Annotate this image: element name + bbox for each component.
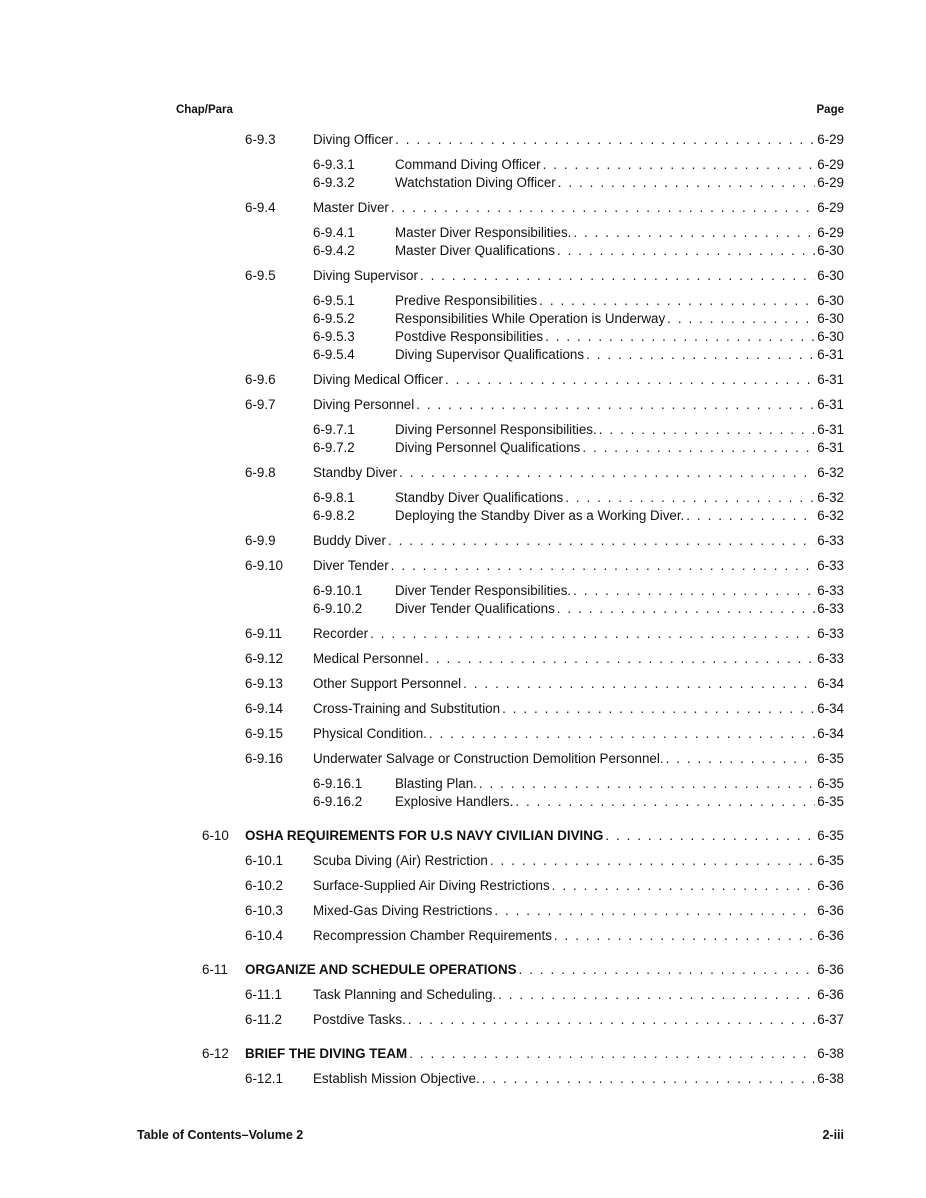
- toc-entry-number: 6-9.16.1: [313, 776, 363, 791]
- toc-entry-title: Diver Tender: [313, 558, 389, 573]
- dot-leader: [416, 396, 815, 414]
- toc-entry-number: 6-9.6: [245, 372, 276, 387]
- toc-entry-title: Master Diver Qualifications: [395, 243, 555, 258]
- toc-entry-number: 6-9.9: [245, 533, 276, 548]
- toc-entry: [0, 156, 926, 174]
- toc-entry-page: 6-36: [817, 987, 844, 1002]
- toc-entry-title: Diving Personnel Qualifications: [395, 440, 581, 455]
- toc-entry-number: 6-10: [202, 828, 229, 843]
- column-header-chap-para: Chap/Para: [176, 104, 233, 116]
- toc-entry-title: Diving Personnel Responsibilities.: [395, 422, 597, 437]
- toc-entry: [0, 292, 926, 310]
- toc-entry-title: Watchstation Diving Officer: [395, 175, 556, 190]
- toc-entry: [0, 927, 926, 945]
- toc-entry: [0, 700, 926, 718]
- toc-entry: [0, 557, 926, 575]
- toc-entry-page: 6-33: [817, 558, 844, 573]
- dot-leader: [558, 174, 815, 192]
- dot-leader: [557, 600, 815, 618]
- toc-entry-title: Standby Diver Qualifications: [395, 490, 564, 505]
- dot-leader: [552, 877, 816, 895]
- toc-entry-number: 6-9.8: [245, 465, 276, 480]
- dot-leader: [565, 489, 815, 507]
- dot-leader: [557, 242, 815, 260]
- dot-leader: [498, 986, 815, 1004]
- toc-entry-number: 6-9.10.2: [313, 601, 363, 616]
- toc-entry-number: 6-9.12: [245, 651, 283, 666]
- toc-entry-title: Postdive Responsibilities: [395, 329, 544, 344]
- toc-entry-title: Diving Medical Officer: [313, 372, 443, 387]
- toc-entry-page: 6-34: [817, 726, 844, 741]
- dot-leader: [582, 439, 815, 457]
- toc-entry-number: 6-11: [202, 962, 228, 977]
- dot-leader: [391, 199, 815, 217]
- toc-entry-title: Diving Personnel: [313, 397, 415, 412]
- page-number: 2-iii: [822, 1128, 844, 1142]
- toc-entry-title: Diver Tender Responsibilities.: [395, 583, 572, 598]
- toc-entry-title: Establish Mission Objective.: [313, 1071, 480, 1086]
- toc-entry-title: Diving Supervisor: [313, 268, 418, 283]
- toc-entry: [0, 877, 926, 895]
- toc-entry-page: 6-35: [817, 853, 844, 868]
- dot-leader: [479, 775, 815, 793]
- toc-entry-number: 6-9.16.2: [313, 794, 363, 809]
- dot-leader: [490, 852, 815, 870]
- toc-entry-page: 6-32: [817, 465, 844, 480]
- toc-entry-page: 6-34: [817, 701, 844, 716]
- toc-entry-page: 6-29: [817, 157, 844, 172]
- toc-entry-title: Blasting Plan.: [395, 776, 477, 791]
- dot-leader: [686, 507, 815, 525]
- toc-entry-title: Recompression Chamber Requirements: [313, 928, 552, 943]
- toc-entry-page: 6-36: [817, 928, 844, 943]
- dot-leader: [370, 625, 815, 643]
- toc-entry-page: 6-33: [817, 583, 844, 598]
- toc-entry-number: 6-9.3: [245, 132, 276, 147]
- toc-entry: [0, 224, 926, 242]
- toc-entry-number: 6-9.7.1: [313, 422, 355, 437]
- toc-entry-title: Responsibilities While Operation is Underway: [395, 311, 666, 326]
- toc-entry-page: 6-35: [817, 828, 844, 843]
- dot-leader: [545, 328, 815, 346]
- dot-leader: [399, 464, 815, 482]
- toc-entry-title: Scuba Diving (Air) Restriction: [313, 853, 488, 868]
- dot-leader: [463, 675, 815, 693]
- toc-entry-number: 6-9.5: [245, 268, 276, 283]
- toc-entry: [0, 242, 926, 260]
- toc-chapter-entry: [0, 827, 926, 845]
- dot-leader: [502, 700, 815, 718]
- toc-entry-number: 6-9.4.1: [313, 225, 355, 240]
- toc-entry-number: 6-10.2: [245, 878, 283, 893]
- toc-entry-page: 6-33: [817, 626, 844, 641]
- dot-leader: [445, 371, 815, 389]
- toc-entry: [0, 421, 926, 439]
- dot-leader: [666, 750, 816, 768]
- toc-entry-title: Other Support Personnel: [313, 676, 462, 691]
- toc-entry-page: 6-30: [817, 311, 844, 326]
- toc-entry-number: 6-9.5.2: [313, 311, 355, 326]
- toc-entry-page: 6-35: [817, 794, 844, 809]
- toc-entry-title: Postdive Tasks.: [313, 1012, 406, 1027]
- toc-entry-page: 6-32: [817, 490, 844, 505]
- toc-entry: [0, 489, 926, 507]
- toc-entry-number: 6-9.3.1: [313, 157, 355, 172]
- toc-entry-number: 6-9.8.1: [313, 490, 355, 505]
- toc-entry-number: 6-9.10.1: [313, 583, 363, 598]
- toc-entry-page: 6-30: [817, 268, 844, 283]
- toc-entry: [0, 346, 926, 364]
- toc-entry-page: 6-37: [817, 1012, 844, 1027]
- toc-entry-title: BRIEF THE DIVING TEAM: [245, 1046, 408, 1061]
- toc-entry: [0, 396, 926, 414]
- dot-leader: [482, 1070, 815, 1088]
- dot-leader: [519, 961, 816, 979]
- toc-entry: [0, 625, 926, 643]
- toc-entry-title: Explosive Handlers.: [395, 794, 514, 809]
- dot-leader: [395, 131, 815, 149]
- toc-entry-title: Buddy Diver: [313, 533, 386, 548]
- toc-entry-title: Medical Personnel: [313, 651, 424, 666]
- dot-leader: [667, 310, 815, 328]
- toc-entry-page: 6-38: [817, 1046, 844, 1061]
- toc-entry-page: 6-33: [817, 601, 844, 616]
- toc-entry: [0, 310, 926, 328]
- dot-leader: [586, 346, 815, 364]
- toc-entry: [0, 328, 926, 346]
- toc-entry-number: 6-9.8.2: [313, 508, 355, 523]
- toc-entry-page: 6-29: [817, 132, 844, 147]
- dot-leader: [425, 650, 815, 668]
- toc-entry-page: 6-31: [817, 372, 844, 387]
- toc-entry: [0, 852, 926, 870]
- toc-entry-page: 6-36: [817, 962, 844, 977]
- toc-entry-page: 6-31: [817, 440, 844, 455]
- toc-entry-number: 6-9.10: [245, 558, 283, 573]
- toc-entry: [0, 371, 926, 389]
- toc-entry: [0, 464, 926, 482]
- toc-entry-number: 6-12: [202, 1046, 229, 1061]
- toc-entry: [0, 793, 926, 811]
- table-of-contents: [0, 131, 926, 1088]
- dot-leader: [388, 532, 815, 550]
- toc-entry-page: 6-31: [817, 422, 844, 437]
- toc-entry-number: 6-9.5.3: [313, 329, 355, 344]
- toc-entry-number: 6-10.1: [245, 853, 283, 868]
- toc-entry-number: 6-11.1: [245, 987, 282, 1002]
- toc-entry-title: Standby Diver: [313, 465, 398, 480]
- toc-entry: [0, 131, 926, 149]
- toc-entry-number: 6-9.7.2: [313, 440, 355, 455]
- toc-entry-page: 6-29: [817, 225, 844, 240]
- toc-entry-title: Physical Condition.: [313, 726, 427, 741]
- toc-entry-number: 6-9.15: [245, 726, 283, 741]
- toc-entry-page: 6-38: [817, 1071, 844, 1086]
- toc-entry-title: Mixed-Gas Diving Restrictions: [313, 903, 493, 918]
- toc-entry-title: Master Diver: [313, 200, 389, 215]
- toc-entry-number: 6-9.14: [245, 701, 283, 716]
- dot-leader: [391, 557, 816, 575]
- dot-leader: [605, 827, 815, 845]
- toc-entry-title: Command Diving Officer: [395, 157, 541, 172]
- toc-entry-page: 6-32: [817, 508, 844, 523]
- toc-entry-number: 6-10.3: [245, 903, 283, 918]
- toc-entry: [0, 725, 926, 743]
- toc-entry-title: Surface-Supplied Air Diving Restrictions: [313, 878, 550, 893]
- toc-entry: [0, 750, 926, 768]
- toc-entry-number: 6-10.4: [245, 928, 283, 943]
- dot-leader: [429, 725, 815, 743]
- column-header-page: Page: [816, 104, 844, 116]
- toc-entry: [0, 600, 926, 618]
- dot-leader: [408, 1011, 815, 1029]
- dot-leader: [420, 267, 815, 285]
- toc-entry-number: 6-9.3.2: [313, 175, 355, 190]
- toc-entry-page: 6-34: [817, 676, 844, 691]
- toc-entry-number: 6-9.13: [245, 676, 283, 691]
- dot-leader: [515, 793, 815, 811]
- toc-entry-page: 6-33: [817, 651, 844, 666]
- toc-entry-number: 6-9.7: [245, 397, 276, 412]
- toc-chapter-entry: [0, 961, 926, 979]
- toc-entry-number: 6-9.5.1: [313, 293, 355, 308]
- toc-entry-number: 6-9.4: [245, 200, 276, 215]
- toc-entry-page: 6-36: [817, 903, 844, 918]
- toc-entry: [0, 582, 926, 600]
- toc-entry: [0, 174, 926, 192]
- dot-leader: [573, 224, 815, 242]
- toc-entry-title: ORGANIZE AND SCHEDULE OPERATIONS: [245, 962, 517, 977]
- toc-entry-title: Diver Tender Qualifications: [395, 601, 555, 616]
- dot-leader: [494, 902, 815, 920]
- toc-entry-title: Deploying the Standby Diver as a Working Diver.: [395, 508, 685, 523]
- toc-entry: [0, 675, 926, 693]
- dot-leader: [409, 1045, 815, 1063]
- toc-entry-title: Predive Responsibilities: [395, 293, 538, 308]
- toc-entry-page: 6-31: [817, 397, 844, 412]
- toc-entry: [0, 199, 926, 217]
- toc-entry-title: Recorder: [313, 626, 369, 641]
- toc-entry-number: 6-11.2: [245, 1012, 282, 1027]
- dot-leader: [543, 156, 816, 174]
- toc-entry-title: Cross-Training and Substitution: [313, 701, 501, 716]
- toc-entry-page: 6-33: [817, 533, 844, 548]
- toc-entry: [0, 775, 926, 793]
- toc-entry-page: 6-29: [817, 175, 844, 190]
- toc-entry: [0, 650, 926, 668]
- toc-entry: [0, 439, 926, 457]
- dot-leader: [539, 292, 815, 310]
- toc-entry: [0, 267, 926, 285]
- toc-entry-title: Diving Supervisor Qualifications: [395, 347, 585, 362]
- toc-entry-page: 6-36: [817, 878, 844, 893]
- toc-entry-page: 6-29: [817, 200, 844, 215]
- toc-entry-number: 6-9.4.2: [313, 243, 355, 258]
- toc-entry-page: 6-30: [817, 293, 844, 308]
- toc-entry: [0, 902, 926, 920]
- dot-leader: [554, 927, 815, 945]
- footer-title: Table of Contents–Volume 2: [137, 1128, 304, 1142]
- toc-entry: [0, 1011, 926, 1029]
- toc-entry-number: 6-9.5.4: [313, 347, 355, 362]
- toc-entry-page: 6-30: [817, 243, 844, 258]
- toc-entry-title: Task Planning and Scheduling.: [313, 987, 497, 1002]
- toc-entry-number: 6-12.1: [245, 1071, 283, 1086]
- toc-entry-page: 6-30: [817, 329, 844, 344]
- toc-chapter-entry: [0, 1045, 926, 1063]
- toc-entry-number: 6-9.11: [245, 626, 282, 641]
- toc-entry-title: Underwater Salvage or Construction Demolition Personnel.: [313, 751, 664, 766]
- toc-entry-title: Master Diver Responsibilities.: [395, 225, 572, 240]
- toc-entry: [0, 1070, 926, 1088]
- toc-entry: [0, 532, 926, 550]
- toc-entry-title: OSHA REQUIREMENTS FOR U.S NAVY CIVILIAN DIVING: [245, 828, 604, 843]
- toc-entry-page: 6-35: [817, 776, 844, 791]
- dot-leader: [599, 421, 815, 439]
- toc-entry-page: 6-35: [817, 751, 844, 766]
- toc-entry-page: 6-31: [817, 347, 844, 362]
- toc-entry-title: Diving Officer: [313, 132, 394, 147]
- toc-entry: [0, 986, 926, 1004]
- dot-leader: [573, 582, 815, 600]
- toc-entry-number: 6-9.16: [245, 751, 283, 766]
- toc-entry: [0, 507, 926, 525]
